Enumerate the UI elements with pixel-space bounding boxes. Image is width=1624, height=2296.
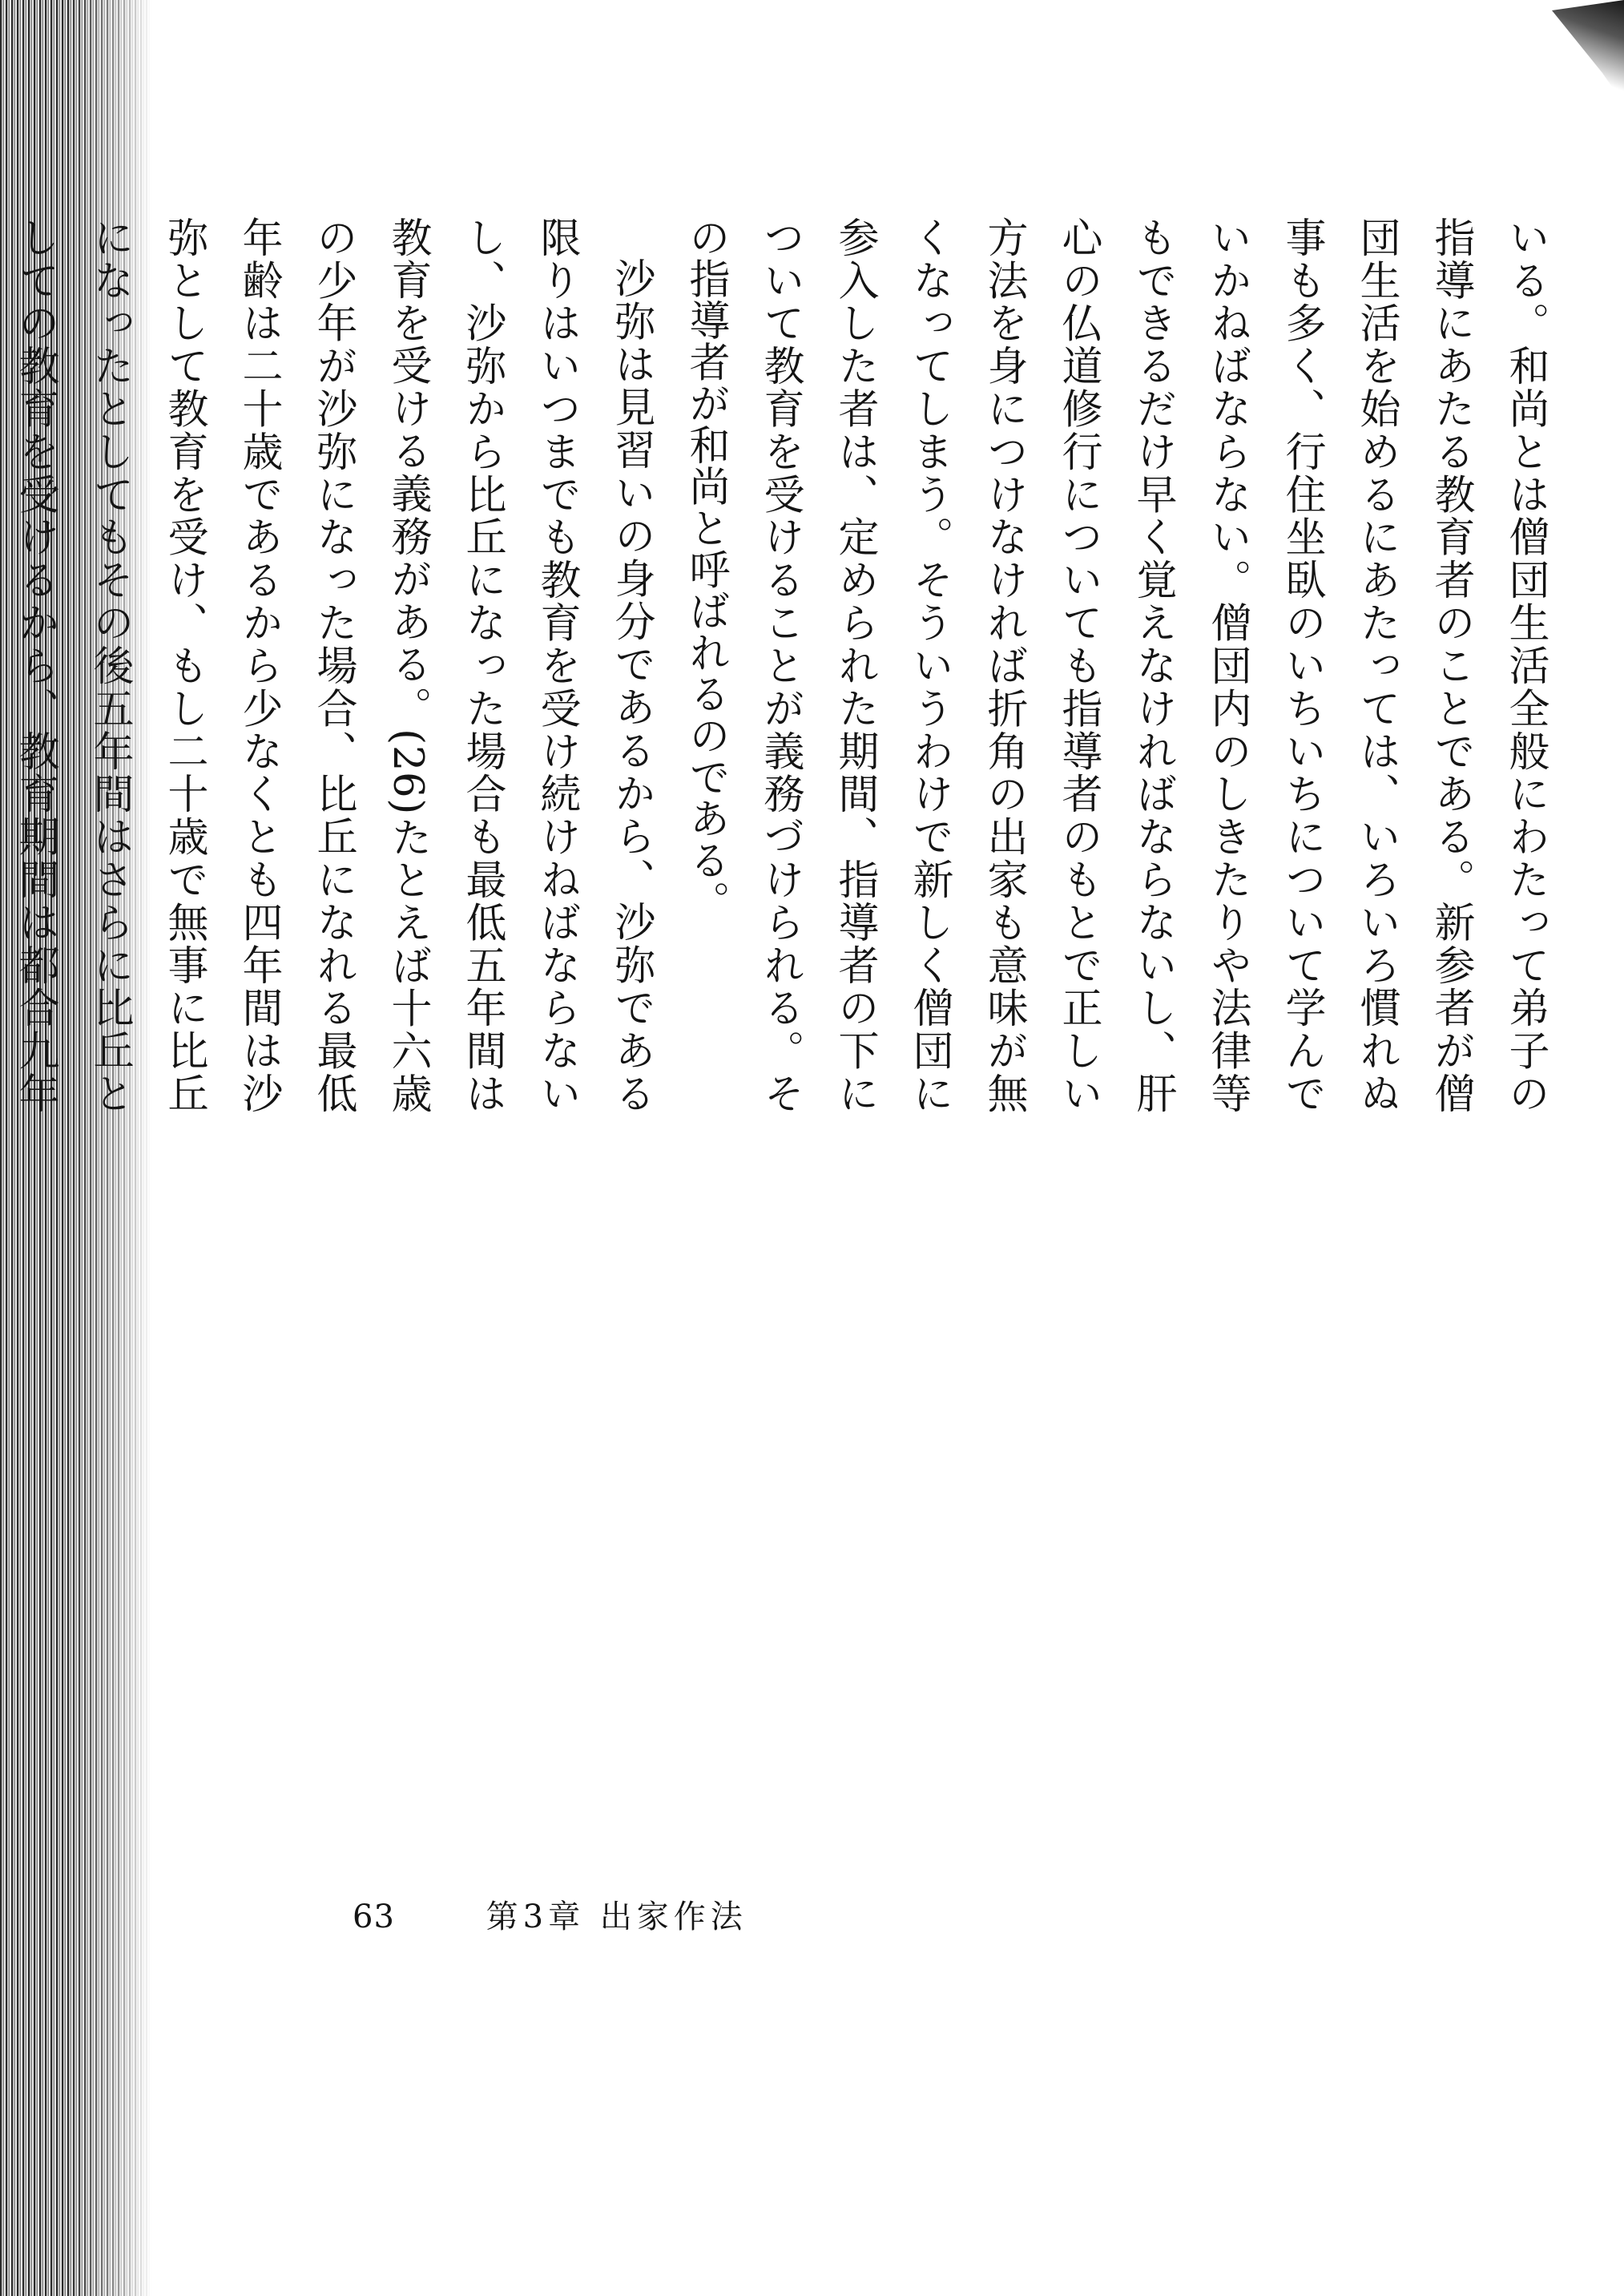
chapter-title: 第3章 出家作法 bbox=[486, 1899, 748, 1935]
scan-corner-shadow bbox=[1552, 0, 1624, 104]
paragraph-2: 沙弥は見習いの身分であるから、沙弥である限りはいつまでも教育を受け続けねばならないし、沙弥から比丘になった場合も最低五年間は教育を受ける義務がある。(26)たとえば十六歳の少年が沙弥になった場合、比丘になれる最低年齢は二十歳であるから少なくとも四年間は沙弥として教育を受け、もし二十歳で無事に比丘になったとしてもその後五年間はさらに比丘としての教育を受けるから、教育期間は都合九年 bbox=[11, 216, 655, 1114]
page-footer bbox=[353, 1891, 748, 1937]
vertical-body-text bbox=[11, 216, 1562, 1114]
paragraph-1: いる。和尚とは僧団生活全般にわたって弟子の指導にあたる教育者のことである。新参者が僧団生活を始めるにあたっては、いろいろ慣れぬ事も多く、行住坐臥のいちいちについて学んでいかねばならない。僧団内のしきたりや法律等もできるだけ早く覚えなければならないし、肝心の仏道修行についても指導者のもとで正しい方法を身につけなければ折角の出家も意味が無くなってしまう。そういうわけで新しく僧団に参入した者は、定められた期間、指導者の下について教育を受けることが義務づけられる。その指導者が和尚と呼ばれるのである。 bbox=[682, 216, 1549, 1114]
page-number: 63 bbox=[353, 1899, 395, 1935]
